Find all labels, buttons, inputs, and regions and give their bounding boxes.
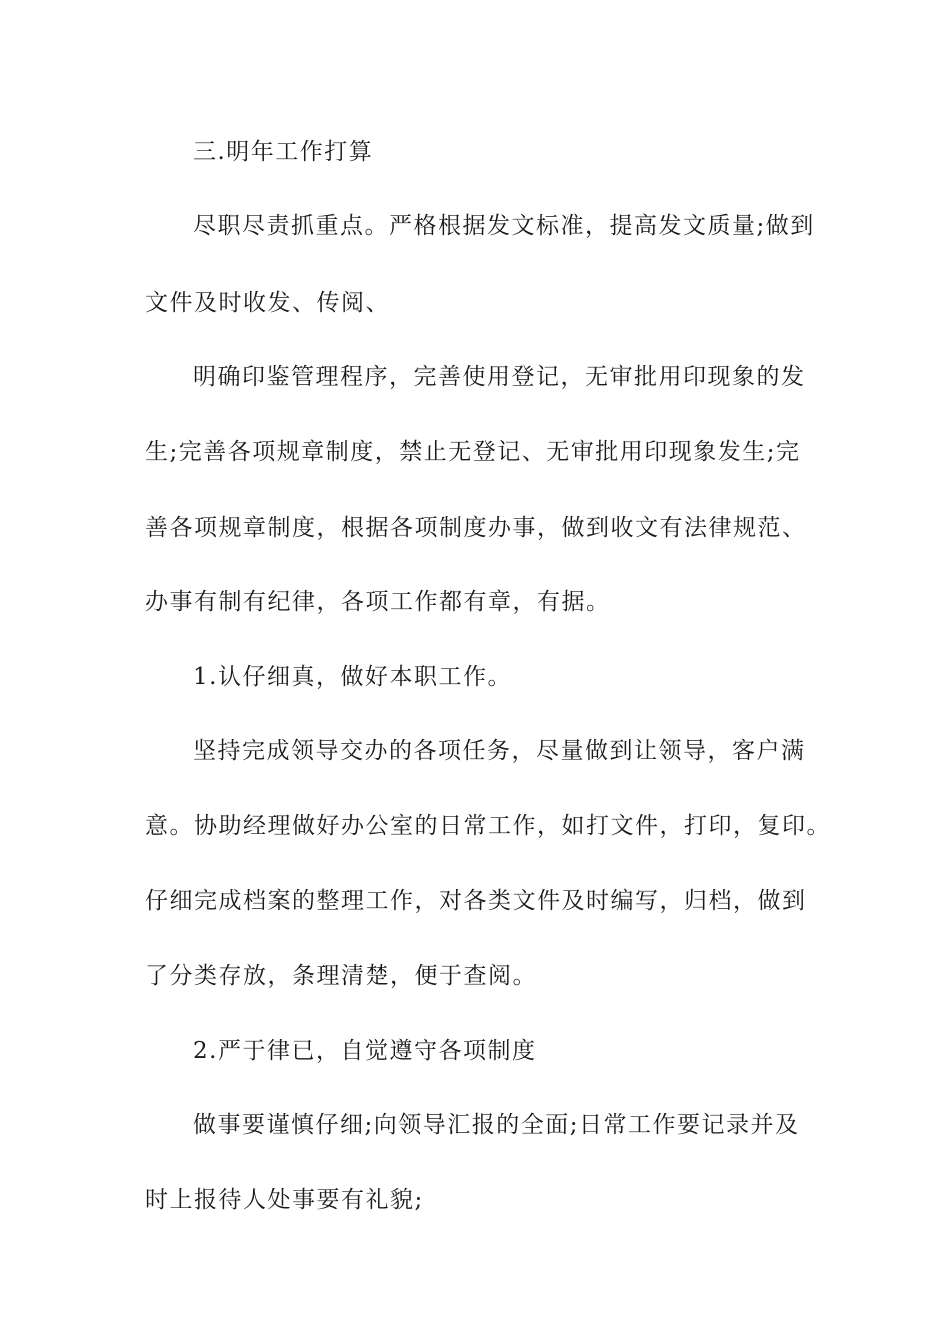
paragraph-line: 仔细完成档案的整理工作，对各类文件及时编写，归档，做到: [145, 888, 807, 914]
paragraph-line: 明确印鉴管理程序，完善使用登记，无审批用印现象的发: [193, 364, 806, 390]
paragraph-line: 坚持完成领导交办的各项任务，尽量做到让领导，客户满: [193, 738, 806, 764]
section-heading: 三.明年工作打算: [193, 139, 374, 165]
paragraph-line: 时上报待人处事要有礼貌;: [145, 1187, 424, 1213]
subsection-heading: 1.认仔细真，做好本职工作。: [193, 664, 512, 690]
paragraph-line: 意。协助经理做好办公室的日常工作，如打文件，打印，复印。: [145, 813, 831, 839]
subsection-heading: 2.严于律已，自觉遵守各项制度: [193, 1038, 537, 1064]
paragraph-line: 生;完善各项规章制度，禁止无登记、无审批用印现象发生;完: [145, 439, 801, 465]
paragraph-line: 了分类存放，条理清楚，便于查阅。: [145, 963, 537, 989]
paragraph-line: 文件及时收发、传阅、: [145, 290, 390, 316]
paragraph-line: 善各项规章制度，根据各项制度办事，做到收文有法律规范、: [145, 515, 807, 541]
paragraph-line: 尽职尽责抓重点。严格根据发文标准，提高发文质量;做到: [193, 213, 815, 239]
paragraph-line: 做事要谨慎仔细;向领导汇报的全面;日常工作要记录并及: [193, 1112, 800, 1138]
paragraph-line: 办事有制有纪律，各项工作都有章，有据。: [145, 589, 611, 615]
